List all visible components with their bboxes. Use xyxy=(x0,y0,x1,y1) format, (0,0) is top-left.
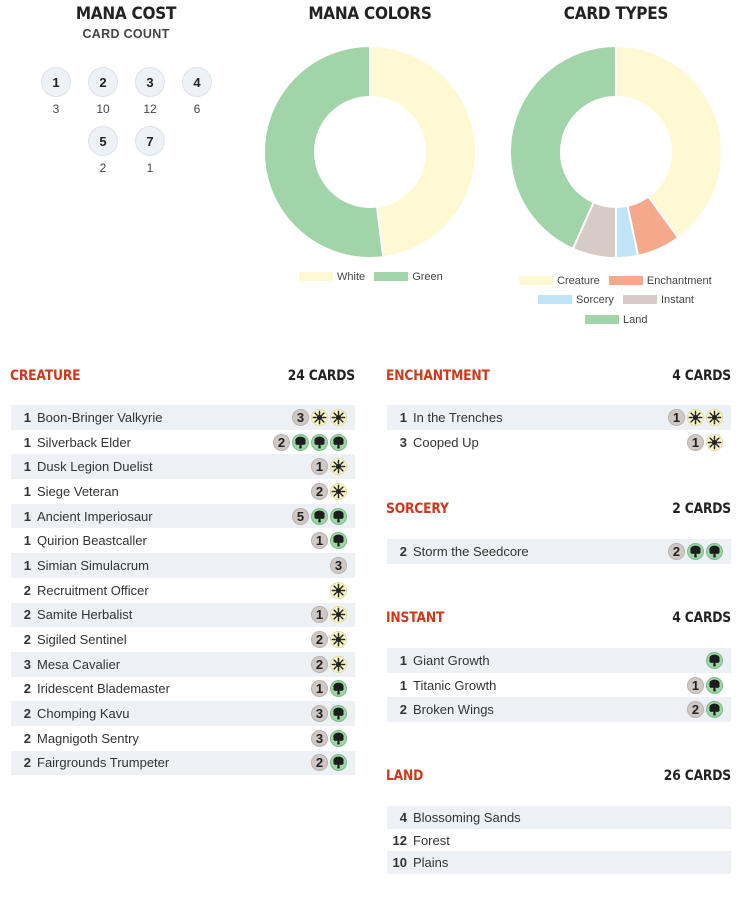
mana-cost-count: 10 xyxy=(96,102,110,116)
generic-mana-symbol: 1 xyxy=(311,532,328,549)
legend-entry-white xyxy=(299,271,365,283)
card-name[interactable]: Recruitment Officer xyxy=(37,582,149,598)
tree-icon xyxy=(708,703,721,716)
generic-mana-symbol: 3 xyxy=(311,730,328,747)
mana-symbols xyxy=(311,656,347,673)
card-quantity: 1 xyxy=(399,677,407,693)
white-mana-symbol xyxy=(330,606,347,623)
legend-swatch xyxy=(609,276,643,285)
mana-cost-item[interactable] xyxy=(87,67,119,116)
card-row[interactable] xyxy=(11,553,355,578)
legend-label: White xyxy=(337,271,366,283)
mana-cost-item[interactable] xyxy=(181,67,213,116)
green-mana-symbol xyxy=(311,508,328,525)
tree-icon xyxy=(294,436,307,449)
tree-icon xyxy=(332,707,345,720)
mana-symbols xyxy=(668,543,723,560)
tree-icon xyxy=(332,436,345,449)
generic-mana-symbol: 1 xyxy=(311,680,328,697)
generic-mana-symbol: 3 xyxy=(292,409,309,426)
generic-mana-symbol: 2 xyxy=(311,754,328,771)
mana-symbols xyxy=(292,409,347,426)
green-mana-symbol xyxy=(687,543,704,560)
card-name[interactable]: Silverback Elder xyxy=(37,434,131,450)
card-quantity: 4 xyxy=(399,809,407,825)
mana-symbols xyxy=(311,730,347,747)
mana-cost-value: 2 xyxy=(88,67,118,97)
card-row[interactable] xyxy=(11,479,355,504)
card-quantity: 2 xyxy=(23,582,31,598)
sun-icon xyxy=(312,410,327,425)
sorcery-section-count: 2 CARDS xyxy=(672,501,731,517)
card-types-slice-sorcery xyxy=(616,206,638,258)
mana-cost-value: 3 xyxy=(135,67,165,97)
tree-icon xyxy=(313,436,326,449)
sun-icon xyxy=(331,484,346,499)
white-mana-symbol xyxy=(687,409,704,426)
white-mana-symbol xyxy=(330,582,347,599)
mana-symbols xyxy=(311,483,347,500)
green-mana-symbol xyxy=(292,434,309,451)
mana-symbols xyxy=(311,532,347,549)
card-name[interactable]: Fairgrounds Trumpeter xyxy=(37,755,170,771)
green-mana-symbol xyxy=(706,652,723,669)
tree-icon xyxy=(689,545,702,558)
sun-icon xyxy=(331,410,346,425)
card-quantity: 1 xyxy=(399,652,407,668)
sun-icon xyxy=(331,459,346,474)
card-row[interactable] xyxy=(11,603,355,628)
tree-icon xyxy=(332,510,345,523)
generic-mana-symbol: 2 xyxy=(668,543,685,560)
legend-swatch xyxy=(519,276,553,285)
card-name[interactable]: Cooped Up xyxy=(413,434,479,450)
mana-symbols xyxy=(687,701,723,718)
card-quantity: 1 xyxy=(23,459,31,475)
mana-cost-value: 1 xyxy=(41,67,71,97)
legend-swatch xyxy=(299,272,333,281)
mana-symbols xyxy=(311,680,347,697)
card-name[interactable]: Siege Veteran xyxy=(37,483,119,499)
creature-section-count: 24 CARDS xyxy=(287,368,355,384)
card-name[interactable]: In the Trenches xyxy=(413,409,503,425)
legend-entry-enchantment xyxy=(609,275,712,287)
card-name[interactable]: Simian Simulacrum xyxy=(37,557,149,573)
card-quantity: 3 xyxy=(399,434,407,450)
mana-cost-item[interactable] xyxy=(87,126,119,175)
generic-mana-symbol: 2 xyxy=(273,434,290,451)
card-quantity: 1 xyxy=(23,434,31,450)
card-name[interactable]: Quirion Beastcaller xyxy=(37,533,147,549)
sun-icon xyxy=(331,607,346,622)
card-name[interactable]: Broken Wings xyxy=(413,702,494,718)
mana-symbols xyxy=(311,705,347,722)
mana-symbols xyxy=(330,582,347,599)
card-quantity: 1 xyxy=(23,533,31,549)
tree-icon xyxy=(332,756,345,769)
white-mana-symbol xyxy=(706,434,723,451)
card-name[interactable]: Sigiled Sentinel xyxy=(37,632,127,648)
generic-mana-symbol: 3 xyxy=(311,705,328,722)
mana-cost-count: 1 xyxy=(146,161,154,175)
white-mana-symbol xyxy=(330,483,347,500)
mana-cost-value: 7 xyxy=(135,126,165,156)
enchantment-section-count: 4 CARDS xyxy=(672,368,731,384)
card-quantity: 12 xyxy=(392,832,407,848)
card-name[interactable]: Chomping Kavu xyxy=(37,706,130,722)
card-quantity: 1 xyxy=(23,508,31,524)
white-mana-symbol xyxy=(706,409,723,426)
white-mana-symbol xyxy=(311,409,328,426)
card-row[interactable] xyxy=(11,454,355,479)
card-types-legend-row1 xyxy=(519,275,712,287)
generic-mana-symbol: 1 xyxy=(311,458,328,475)
card-quantity: 2 xyxy=(23,632,31,648)
generic-mana-symbol: 2 xyxy=(687,701,704,718)
card-row[interactable] xyxy=(387,539,731,564)
generic-mana-symbol: 1 xyxy=(687,677,704,694)
legend-entry-instant xyxy=(623,294,694,306)
green-mana-symbol xyxy=(706,677,723,694)
card-name[interactable]: Titanic Growth xyxy=(413,677,497,693)
card-quantity: 1 xyxy=(23,409,31,425)
card-quantity: 2 xyxy=(23,755,31,771)
legend-entry-green xyxy=(374,271,443,283)
mana-colors-slice-white xyxy=(370,46,476,257)
card-row[interactable] xyxy=(387,806,731,829)
mana-symbols xyxy=(687,677,723,694)
creature-card-list xyxy=(11,405,355,775)
legend-swatch xyxy=(374,272,408,281)
card-count-subtitle: CARD COUNT xyxy=(82,27,170,41)
card-row[interactable] xyxy=(387,829,731,852)
land-card-list xyxy=(387,806,731,874)
card-types-legend-row3 xyxy=(585,314,647,326)
white-mana-symbol xyxy=(330,409,347,426)
card-row[interactable] xyxy=(11,504,355,529)
tree-icon xyxy=(332,732,345,745)
sorcery-section-title: SORCERY xyxy=(386,501,449,517)
card-name[interactable]: Dusk Legion Duelist xyxy=(37,459,153,475)
generic-mana-symbol: 1 xyxy=(687,434,704,451)
generic-mana-symbol: 2 xyxy=(311,656,328,673)
card-name[interactable]: Storm the Seedcore xyxy=(413,543,529,559)
card-quantity: 2 xyxy=(399,702,407,718)
enchantment-card-list xyxy=(387,405,731,454)
white-mana-symbol xyxy=(330,458,347,475)
mana-symbols xyxy=(687,434,723,451)
card-row[interactable] xyxy=(387,430,731,455)
mana-symbols xyxy=(311,606,347,623)
legend-label: Enchantment xyxy=(646,275,712,287)
mana-symbols xyxy=(311,458,347,475)
generic-mana-symbol: 2 xyxy=(311,483,328,500)
card-row[interactable] xyxy=(387,648,731,673)
card-types-slice-creature xyxy=(616,46,722,238)
green-mana-symbol xyxy=(330,680,347,697)
instant-section-count: 4 CARDS xyxy=(672,610,731,626)
sun-icon xyxy=(707,410,722,425)
card-row[interactable] xyxy=(387,851,731,874)
card-row[interactable] xyxy=(11,578,355,603)
mana-symbols xyxy=(668,409,723,426)
card-quantity: 1 xyxy=(399,409,407,425)
card-row[interactable] xyxy=(11,677,355,702)
legend-swatch xyxy=(538,295,572,304)
legend-entry-creature xyxy=(519,275,600,287)
card-row[interactable] xyxy=(11,652,355,677)
mana-cost-count: 12 xyxy=(143,102,157,116)
legend-swatch xyxy=(623,295,657,304)
card-name[interactable]: Plains xyxy=(413,855,449,871)
mana-cost-value: 5 xyxy=(88,126,118,156)
card-row[interactable] xyxy=(387,405,731,430)
card-types-slice-enchantment xyxy=(627,196,678,255)
card-name[interactable]: Forest xyxy=(413,832,450,848)
white-mana-symbol xyxy=(330,631,347,648)
green-mana-symbol xyxy=(330,434,347,451)
legend-entry-land xyxy=(585,314,647,326)
card-quantity: 1 xyxy=(23,483,31,499)
legend-label: Creature xyxy=(557,275,600,287)
mana-colors-title: MANA COLORS xyxy=(308,4,432,24)
creature-section-title: CREATURE xyxy=(10,368,81,384)
mana-cost-item[interactable] xyxy=(40,67,72,116)
sun-icon xyxy=(707,435,722,450)
tree-icon xyxy=(332,534,345,547)
mana-symbols xyxy=(706,652,723,669)
card-row[interactable] xyxy=(11,751,355,776)
white-mana-symbol xyxy=(330,656,347,673)
card-types-legend-row2 xyxy=(538,294,694,306)
green-mana-symbol xyxy=(330,508,347,525)
card-quantity: 10 xyxy=(392,855,407,871)
mana-symbols xyxy=(292,508,347,525)
mana-symbols xyxy=(273,434,347,451)
mana-colors-legend xyxy=(299,271,443,283)
card-quantity: 2 xyxy=(23,607,31,623)
card-row[interactable] xyxy=(11,726,355,751)
generic-mana-symbol: 1 xyxy=(668,409,685,426)
mana-cost-count: 2 xyxy=(99,161,107,175)
mana-colors-slice-green xyxy=(264,46,383,258)
card-row[interactable] xyxy=(387,697,731,722)
card-quantity: 2 xyxy=(23,681,31,697)
card-name[interactable]: Iridescent Blademaster xyxy=(37,681,170,697)
card-quantity: 1 xyxy=(23,557,31,573)
green-mana-symbol xyxy=(330,754,347,771)
legend-entry-sorcery xyxy=(538,294,614,306)
card-row[interactable] xyxy=(11,430,355,455)
legend-label: Land xyxy=(623,314,648,326)
sun-icon xyxy=(331,657,346,672)
green-mana-symbol xyxy=(706,701,723,718)
mana-symbols xyxy=(330,557,347,574)
mana-cost-value: 4 xyxy=(182,67,212,97)
enchantment-section-title: ENCHANTMENT xyxy=(386,368,490,384)
card-name[interactable]: Magnigoth Sentry xyxy=(37,730,139,746)
land-section-title: LAND xyxy=(386,768,424,784)
card-row[interactable] xyxy=(11,405,355,430)
mana-symbols xyxy=(311,631,347,648)
card-name[interactable]: Giant Growth xyxy=(413,652,490,668)
card-name[interactable]: Boon-Bringer Valkyrie xyxy=(37,409,163,425)
card-types-title: CARD TYPES xyxy=(563,4,669,24)
generic-mana-symbol: 3 xyxy=(330,557,347,574)
card-row[interactable] xyxy=(11,528,355,553)
tree-icon xyxy=(708,545,721,558)
generic-mana-symbol: 5 xyxy=(292,508,309,525)
generic-mana-symbol: 2 xyxy=(311,631,328,648)
green-mana-symbol xyxy=(330,730,347,747)
tree-icon xyxy=(708,654,721,667)
card-types-slice-instant xyxy=(573,202,616,258)
card-name[interactable]: Samite Herbalist xyxy=(37,607,133,623)
mana-cost-title: MANA COST xyxy=(75,4,177,24)
mana-cost-item[interactable] xyxy=(134,126,166,175)
card-row[interactable] xyxy=(11,627,355,652)
sorcery-card-list xyxy=(387,539,731,564)
instant-section-title: INSTANT xyxy=(386,610,445,626)
tree-icon xyxy=(313,510,326,523)
card-row[interactable] xyxy=(11,701,355,726)
card-name[interactable]: Blossoming Sands xyxy=(413,809,521,825)
green-mana-symbol xyxy=(330,532,347,549)
tree-icon xyxy=(708,679,721,692)
sun-icon xyxy=(331,583,346,598)
tree-icon xyxy=(332,682,345,695)
card-quantity: 3 xyxy=(23,656,31,672)
green-mana-symbol xyxy=(706,543,723,560)
legend-label: Instant xyxy=(660,294,694,306)
legend-label: Green xyxy=(412,271,443,283)
card-name[interactable]: Mesa Cavalier xyxy=(37,656,121,672)
card-quantity: 2 xyxy=(399,543,407,559)
green-mana-symbol xyxy=(311,434,328,451)
mana-cost-item[interactable] xyxy=(134,67,166,116)
card-types-slice-land xyxy=(510,46,616,249)
mana-cost-count: 3 xyxy=(52,102,60,116)
instant-card-list xyxy=(387,648,731,722)
card-name[interactable]: Ancient Imperiosaur xyxy=(37,508,153,524)
card-quantity: 2 xyxy=(23,706,31,722)
legend-label: Sorcery xyxy=(576,294,614,306)
sun-icon xyxy=(688,410,703,425)
land-section-count: 26 CARDS xyxy=(663,768,731,784)
card-quantity: 2 xyxy=(23,730,31,746)
generic-mana-symbol: 1 xyxy=(311,606,328,623)
legend-swatch xyxy=(585,315,619,324)
sun-icon xyxy=(331,632,346,647)
card-row[interactable] xyxy=(387,673,731,698)
green-mana-symbol xyxy=(330,705,347,722)
mana-symbols xyxy=(311,754,347,771)
mana-cost-count: 6 xyxy=(193,102,201,116)
